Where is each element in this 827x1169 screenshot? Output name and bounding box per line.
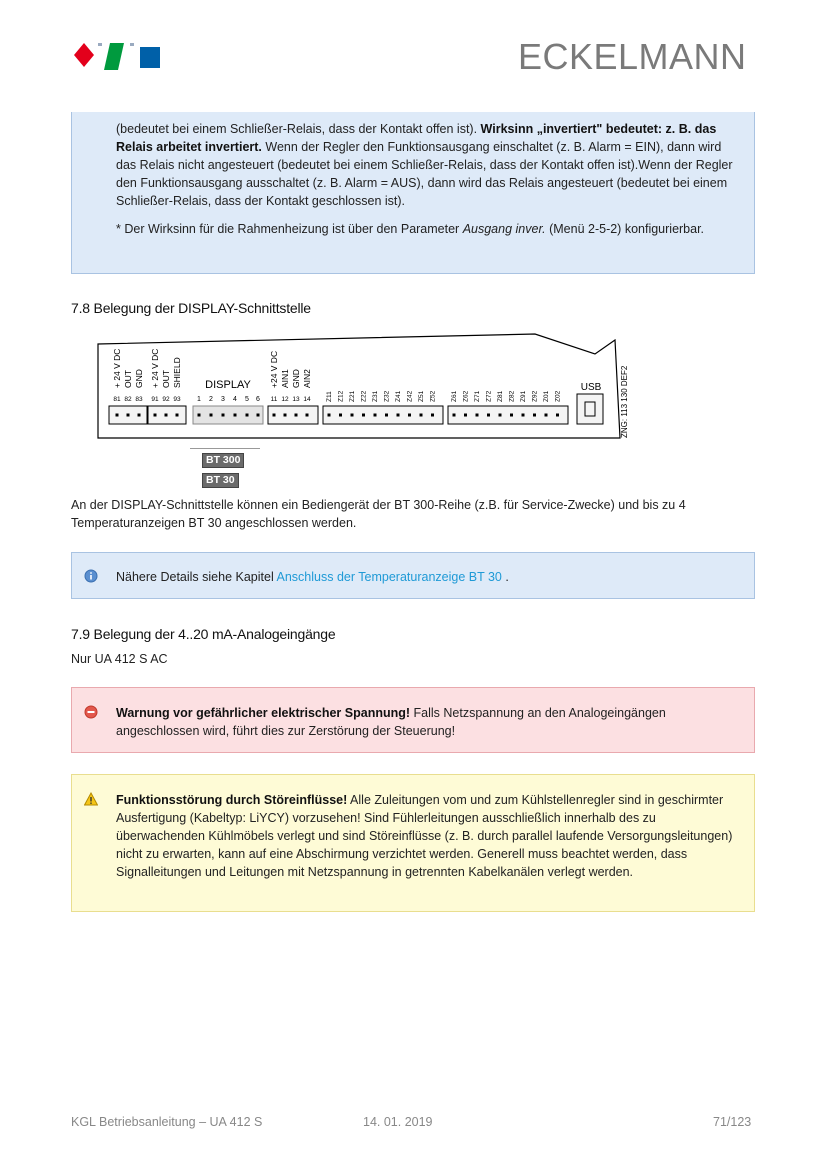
warning-text: Funktionsstörung durch Störeinflüsse! Alle Zuleitungen vom und zum Kühlstellenregler sind in geschirmter Ausfertigung (Kabeltyp: LiYCY) vorzusehen! Sind Fühlerleitungen ausschließlich innerhalb des zu überwachenden Kühlmöbels verlegt und sind Störeinflüsse (z. B. durch parallel laufende Versorgungsleitungen) nicht zu erwarten, kann auf eine Abschirmung verzichtet werden. Generell muss beachtet werden, dass Signalleitungen und Leitungen mit Netzspannung in getrennten Kabelkanälen verlegt werden. (116, 793, 733, 879)
analog-pin-number: 11 (270, 396, 278, 403)
analog-terminal-label: GND (291, 369, 301, 388)
section-title-7-8: 7.8 Belegung der DISPLAY-Schnittstelle (71, 300, 311, 316)
footer-date: 14. 01. 2019 (363, 1115, 433, 1129)
relay-terminal-label: Z41 (395, 390, 402, 402)
analog-terminal-label: AIN2 (302, 369, 312, 388)
display-pin-number: 6 (256, 396, 260, 403)
display-pin-number: 2 (209, 396, 213, 403)
bt30-chapter-link[interactable]: Anschluss der Temperaturanzeige BT 30 (276, 570, 502, 584)
display-label: DISPLAY (205, 379, 251, 391)
pin (154, 414, 157, 417)
relay-pin (545, 414, 548, 417)
info-icon (84, 569, 98, 583)
terminal-label: + 24 V DC (150, 348, 160, 388)
relay-pin (487, 414, 490, 417)
analog-pin (306, 414, 309, 417)
pin-number: 82 (124, 396, 132, 403)
terminal-diagram (95, 330, 640, 440)
relay-terminal-label: Z02 (554, 390, 562, 402)
relay-terminal-label: Z22 (360, 390, 368, 402)
terminal-label: SHIELD (172, 357, 182, 388)
pin (116, 414, 119, 417)
analog-terminal-label: AIN1 (280, 369, 290, 388)
relay-pin (408, 414, 411, 417)
relay-terminal-label: Z12 (337, 390, 345, 402)
pin-number: 81 (113, 396, 121, 403)
display-pin-number: 3 (221, 396, 225, 403)
relay-terminal-label: Z62 (462, 390, 470, 402)
pin (127, 414, 130, 417)
analog-pin-number: 12 (281, 396, 289, 403)
relay-pin (362, 414, 365, 417)
relay-pin (351, 414, 354, 417)
relay-terminal-label: Z42 (406, 390, 414, 402)
analog-pin-number: 14 (303, 396, 311, 403)
warning-icon (84, 792, 98, 806)
pin (165, 414, 168, 417)
terminal-label: + 24 V DC (112, 348, 122, 388)
relay-pin (328, 414, 331, 417)
bt-divider (190, 448, 260, 449)
danger-icon (84, 705, 98, 719)
relay-terminal-label: Z52 (429, 390, 437, 402)
info-box (71, 552, 755, 599)
relay-terminal-label: Z01 (543, 390, 550, 402)
bt300-tag: BT 300 (202, 453, 244, 468)
analog-pin (284, 414, 287, 417)
display-pin (246, 414, 249, 417)
display-pin (234, 414, 237, 417)
pin-number: 93 (173, 396, 181, 403)
relay-pin (385, 414, 388, 417)
relay-pin (431, 414, 434, 417)
relay-pin (420, 414, 423, 417)
relay-terminal-label: Z72 (485, 390, 493, 402)
display-pin (257, 414, 260, 417)
relay-pin (339, 414, 342, 417)
relay-pin (499, 414, 502, 417)
display-description: An der DISPLAY-Schnittstelle können ein Bediengerät der BT 300-Reihe (z.B. für Service-Zwecke) und bis zu 4 Temperaturanzeigen BT 30 angeschlossen werden. (71, 498, 686, 530)
note-paragraph-2: * Der Wirksinn für die Rahmenheizung ist über den Parameter Ausgang inver. (Menü 2-5-2) konfigurierbar. (116, 222, 705, 236)
relay-pin (453, 414, 456, 417)
danger-text: Warnung vor gefährlicher elektrischer Spannung! Falls Netzspannung an den Analogeingängen angeschlossen wird, führt dies zur Zerstörung der Steuerung! (116, 706, 666, 738)
relay-terminal-label: Z81 (497, 390, 504, 402)
pin (176, 414, 179, 417)
relay-terminal-label: Z51 (418, 390, 425, 402)
relay-terminal-label: Z71 (474, 390, 481, 402)
relay-pin (397, 414, 400, 417)
drawing-number: ZNG: 113 130 DEF2 (620, 365, 629, 438)
relay-terminal-label: Z21 (349, 390, 356, 402)
footer-page-number: 71/123 (713, 1115, 752, 1129)
pin (138, 414, 141, 417)
analog-terminal-label: +24 V DC (269, 350, 279, 388)
terminal-label: OUT (123, 370, 133, 388)
analog-pin-number: 13 (292, 396, 300, 403)
relay-pin (464, 414, 467, 417)
relay-pin (533, 414, 536, 417)
relay-pin (556, 414, 559, 417)
bt30-tag: BT 30 (202, 473, 239, 488)
danger-box (71, 687, 755, 753)
relay-pin (374, 414, 377, 417)
section-subtitle: Nur UA 412 S AC (71, 652, 168, 666)
note-paragraph-1: (bedeutet bei einem Schließer-Relais, dass der Kontakt offen ist). Wirksinn „invertiert" bedeutet: z. B. das Relais arbeitet invertiert. Wenn der Regler den Funktionsausgang einschaltet (z. B. Alarm = EIN), dann wird das Relais nicht angesteuert (bedeutet bei einem Schließer-Relais, dass der Kontakt offen ist).Wenn der Regler den Funktionsausgang ausschaltet (z. B. Alarm = AUS), dann wird das Relais angesteuert (bedeutet bei einem Schließer-Relais, dass der Kontakt geschlossen ist). (116, 122, 733, 208)
display-pin (210, 414, 213, 417)
relay-terminal-label: Z32 (383, 390, 391, 402)
pin-number: 92 (162, 396, 170, 403)
note-box (71, 112, 755, 274)
info-text: Nähere Details siehe Kapitel Anschluss der Temperaturanzeige BT 30 . (116, 570, 509, 584)
warning-box (71, 774, 755, 912)
relay-terminal-label: Z92 (531, 390, 539, 402)
display-pin (198, 414, 201, 417)
terminal-label: OUT (161, 370, 171, 388)
usb-label: USB (580, 382, 602, 393)
relay-pin (476, 414, 479, 417)
relay-terminal-label: Z31 (372, 390, 379, 402)
analog-pin (273, 414, 276, 417)
display-pin-number: 1 (197, 396, 201, 403)
pin-number: 83 (135, 396, 143, 403)
eckelmann-logo (72, 40, 164, 74)
relay-terminal-label: Z82 (508, 390, 516, 402)
display-pin-number: 4 (233, 396, 237, 403)
section-title-7-9: 7.9 Belegung der 4..20 mA-Analogeingänge (71, 626, 336, 642)
brand-name: ECKELMANN (518, 36, 747, 77)
pin-number: 91 (151, 396, 159, 403)
display-pin-number: 5 (245, 396, 249, 403)
relay-pin (510, 414, 513, 417)
relay-terminal-label: Z11 (326, 391, 333, 402)
footer-document: KGL Betriebsanleitung – UA 412 S (71, 1115, 263, 1129)
analog-pin (295, 414, 298, 417)
relay-terminal-label: Z61 (451, 390, 458, 402)
display-pin (222, 414, 225, 417)
terminal-label: GND (134, 369, 144, 388)
relay-pin (522, 414, 525, 417)
relay-terminal-label: Z91 (520, 390, 527, 402)
